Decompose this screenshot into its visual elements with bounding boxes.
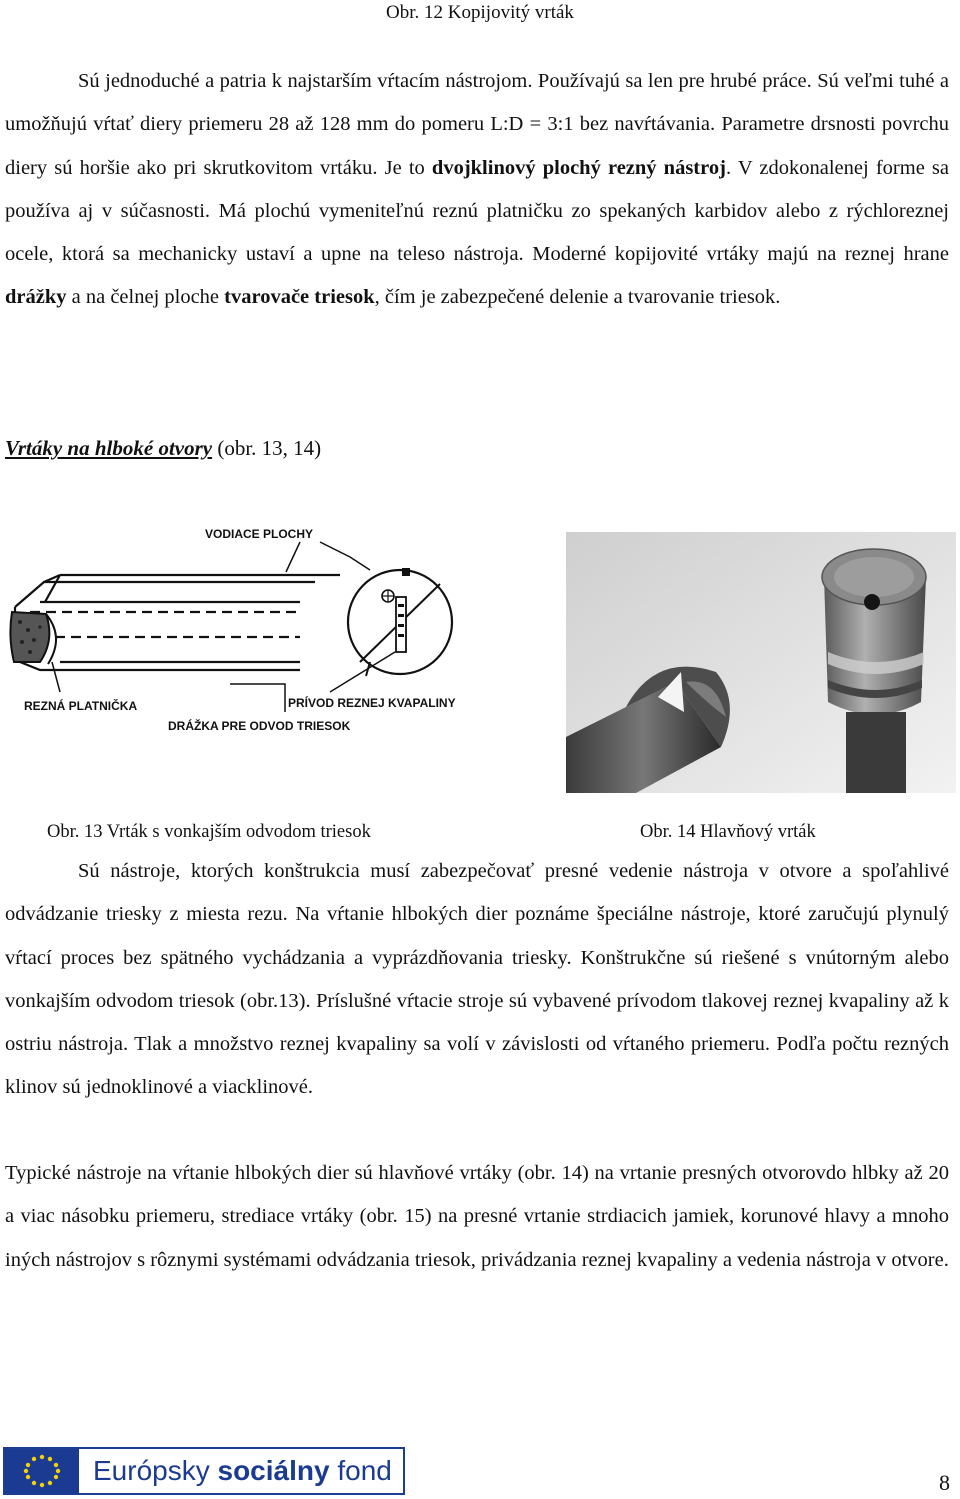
gun-drill-photo — [566, 532, 956, 793]
esf-text — [93, 1455, 392, 1487]
drill-diagram — [0, 512, 480, 748]
bold-term: tvarovače triesok — [224, 286, 375, 309]
esf-text-end: fond — [329, 1455, 392, 1486]
text-run: Typické nástroje na vŕtanie hlbokých dier sú hlavňové vrtáky (obr. 14) na vrtanie presných otvorovdo hlbky až 20 a viac násobku priemeru, strediace vrtáky (obr. 15) na presné vrtanie strdiacich jamiek, korunové hlavy a mnoho iných nástrojov s rôznymi systémami odvádzania triesok, privádzania reznej kvapaliny a vedenia nástroja v otvore. — [5, 1162, 949, 1271]
page-number: 8 — [939, 1470, 950, 1495]
text-run: . V zdokonalenej forme sa používa aj v súčasnosti. Má plochú vymeniteľnú reznú platničku zo spekaných karbidov alebo z rýchloreznej ocele, ktorá sa mechanicky ustaví a upne na teleso nástroja. Moderné kopijovité vrtáky majú na reznej hrane — [5, 156, 950, 266]
section-heading — [5, 436, 321, 461]
text-run: , čím je zabezpečené delenie a tvarovanie triesok. — [374, 286, 781, 309]
text-run: a na čelnej ploche — [66, 286, 225, 309]
figure-14-caption: Obr. 14 Hlavňový vrták — [640, 822, 816, 842]
text-run: Sú jednoduché a patria k najstarším vŕtacím nástrojom. Používajú sa len pre hrubé práce. Sú veľmi tuhé a umožňujú vŕtať diery priemeru 28 až 128 mm do pomeru L:D = 3:1 bez navŕtávania. Parametre drsnosti povrchu diery sú horšie ako pri skrutkovitom vrtáku. Je to — [5, 70, 949, 179]
esf-text-bold: sociálny — [217, 1455, 330, 1486]
paragraph-deep-hole-drills — [5, 850, 949, 1110]
heading-title: Vrtáky na hlboké otvory — [5, 436, 213, 460]
esf-text-regular: Európsky — [93, 1455, 218, 1486]
eu-flag-icon — [5, 1449, 79, 1493]
label-chip-groove: DRÁŽKA PRE ODVOD TRIESOK — [168, 719, 351, 733]
heading-reference: (obr. 13, 14) — [212, 436, 322, 460]
label-coolant-supply: PRÍVOD REZNEJ KVAPALINY — [288, 696, 456, 710]
figure-12-caption: Obr. 12 Kopijovitý vrták — [386, 2, 574, 23]
text-run: Sú nástroje, ktorých konštrukcia musí zabezpečovať presné vedenie nástroja v otvore a spoľahlivé odvádzanie triesky z miesta rezu. Na vŕtanie hlbokých dier poznáme špeciálne nástroje, ktoré zaručujú plynulý vŕtací proces bez spätného vychádzania a vyprázdňovania triesky. Konštrukčne sú riešené s vnútorným alebo vonkajším odvodom triesok (obr.13). Príslušné vŕtacie stroje sú vybavené prívodom tlakovej reznej kvapaliny až k ostriu nástroja. Tlak a množstvo reznej kvapaliny sa volí v závislosti od vŕtaného priemeru. Podľa počtu rezných klinov sú jednoklinové a viacklinové. — [5, 860, 949, 1099]
bold-term: dvojklinový plochý rezný nástroj — [431, 156, 726, 179]
figure-13-caption: Obr. 13 Vrták s vonkajším odvodom triesok — [47, 822, 371, 842]
bold-term: drážky — [5, 286, 67, 309]
paragraph-spade-drill — [5, 60, 949, 320]
paragraph-typical-tools — [5, 1152, 949, 1282]
esf-logo — [3, 1447, 405, 1495]
label-guide-surfaces: VODIACE PLOCHY — [205, 527, 314, 541]
label-cutting-insert: REZNÁ PLATNIČKA — [24, 699, 138, 713]
